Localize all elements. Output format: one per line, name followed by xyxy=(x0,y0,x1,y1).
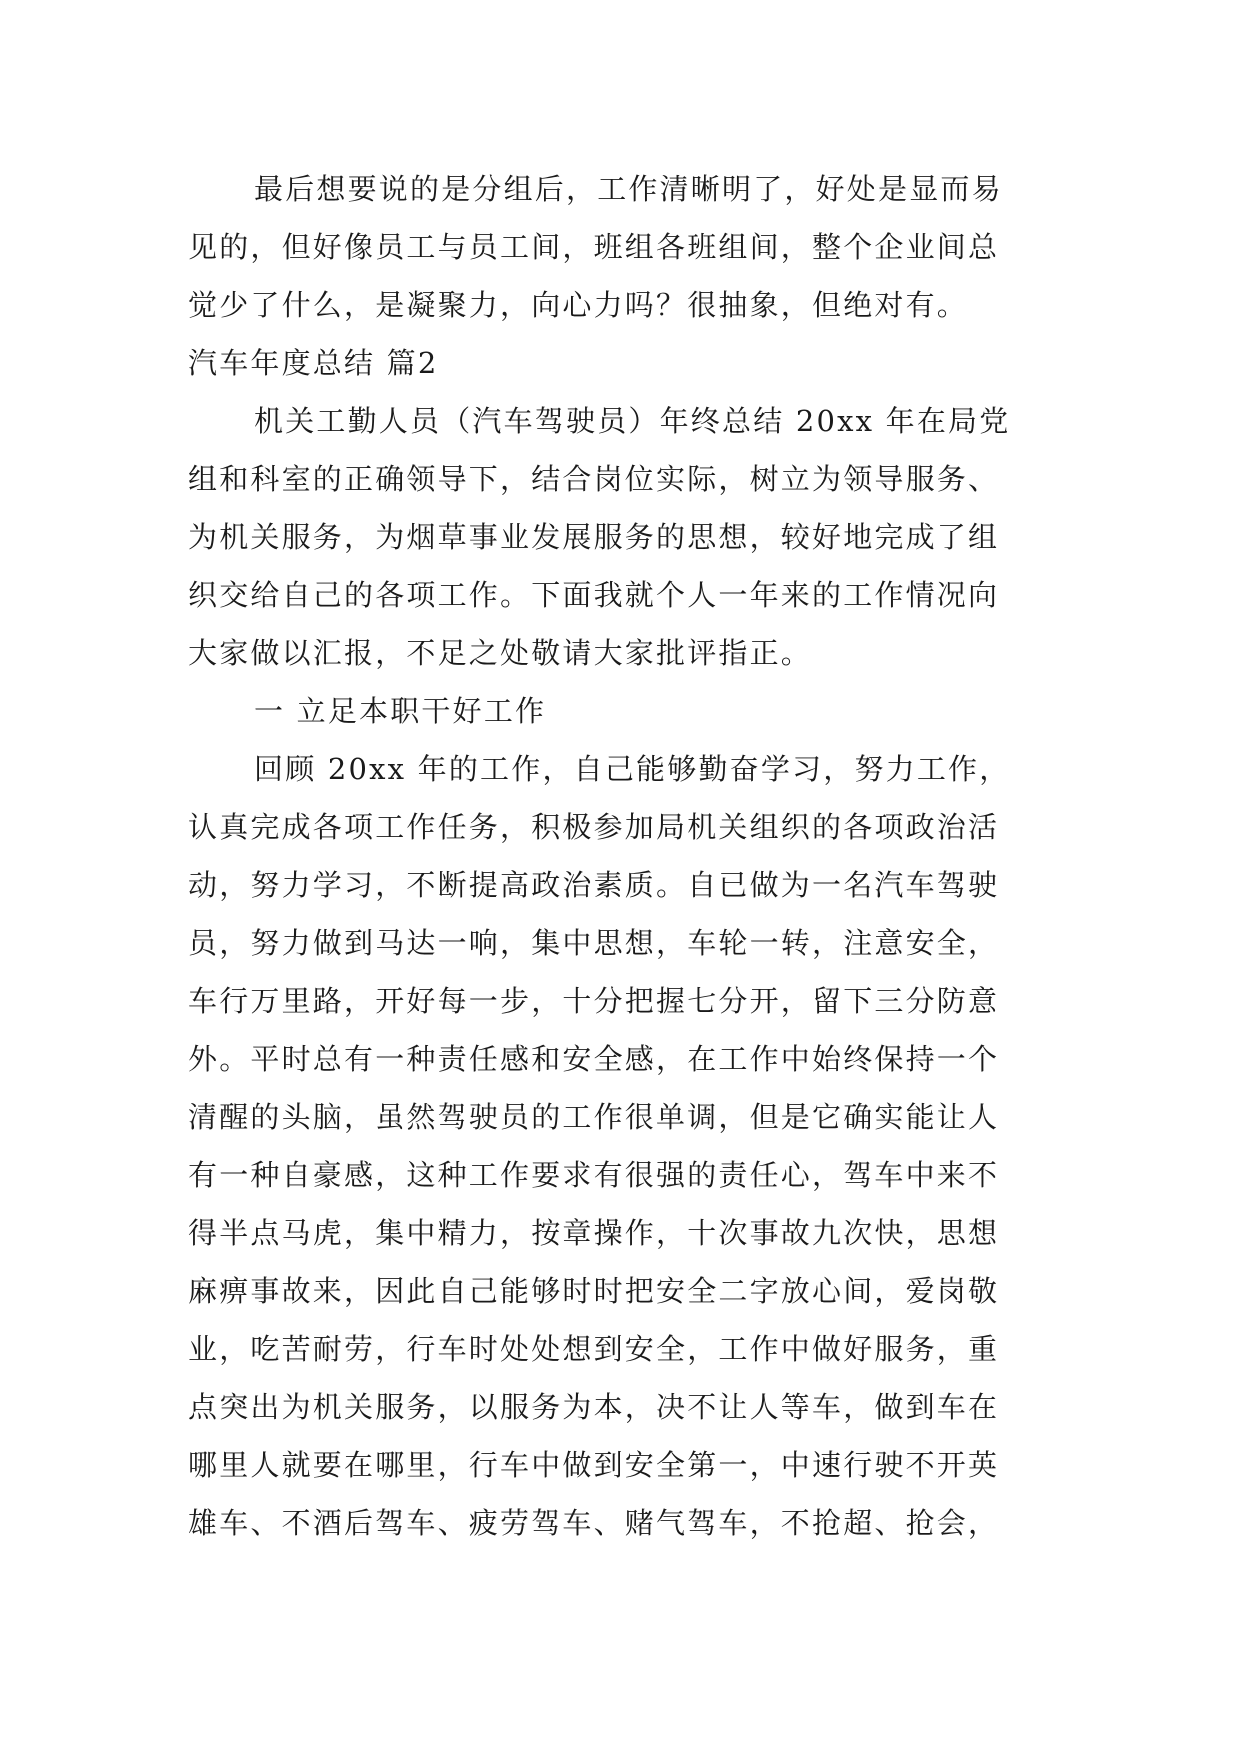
text-line: 雄车、不酒后驾车、疲劳驾车、赌气驾车，不抢超、抢会， xyxy=(188,1506,1000,1540)
text-line: 汽车年度总结 篇2 xyxy=(188,346,439,380)
text-line: 机关工勤人员（汽车驾驶员）年终总结 20xx 年在局党 xyxy=(254,404,1011,438)
text-line: 认真完成各项工作任务，积极参加局机关组织的各项政治活 xyxy=(188,810,1000,844)
text-line: 有一种自豪感，这种工作要求有很强的责任心，驾车中来不 xyxy=(188,1158,1000,1192)
text-line: 点突出为机关服务，以服务为本，决不让人等车，做到车在 xyxy=(188,1390,1000,1424)
text-line: 觉少了什么，是凝聚力，向心力吗？很抽象，但绝对有。 xyxy=(188,288,969,322)
text-line: 车行万里路，开好每一步，十分把握七分开，留下三分防意 xyxy=(188,984,1000,1018)
text-line: 哪里人就要在哪里，行车中做到安全第一，中速行驶不开英 xyxy=(188,1448,1000,1482)
text-line: 得半点马虎，集中精力，按章操作，十次事故九次快，思想 xyxy=(188,1216,1000,1250)
document-body xyxy=(188,160,1068,1552)
text-line: 业，吃苦耐劳，行车时处处想到安全，工作中做好服务，重 xyxy=(188,1332,1000,1366)
text-line: 织交给自己的各项工作。下面我就个人一年来的工作情况向 xyxy=(188,578,1000,612)
text-line: 为机关服务，为烟草事业发展服务的思想，较好地完成了组 xyxy=(188,520,1000,554)
text-line: 最后想要说的是分组后，工作清晰明了，好处是显而易 xyxy=(254,172,1003,206)
text-line: 动，努力学习，不断提高政治素质。自已做为一名汽车驾驶 xyxy=(188,868,1000,902)
text-line: 一 立足本职干好工作 xyxy=(254,694,547,728)
text-line: 见的，但好像员工与员工间，班组各班组间，整个企业间总 xyxy=(188,230,1000,264)
text-line: 外。平时总有一种责任感和安全感，在工作中始终保持一个 xyxy=(188,1042,1000,1076)
text-line: 组和科室的正确领导下，结合岗位实际，树立为领导服务、 xyxy=(188,462,1000,496)
text-line: 大家做以汇报，不足之处敬请大家批评指正。 xyxy=(188,636,813,670)
text-line: 员，努力做到马达一响，集中思想，车轮一转，注意安全， xyxy=(188,926,1000,960)
text-line: 麻痹事故来，因此自己能够时时把安全二字放心间，爱岗敬 xyxy=(188,1274,1000,1308)
text-line: 回顾 20xx 年的工作，自己能够勤奋学习，努力工作， xyxy=(254,752,1011,786)
text-line: 清醒的头脑，虽然驾驶员的工作很单调，但是它确实能让人 xyxy=(188,1100,1000,1134)
